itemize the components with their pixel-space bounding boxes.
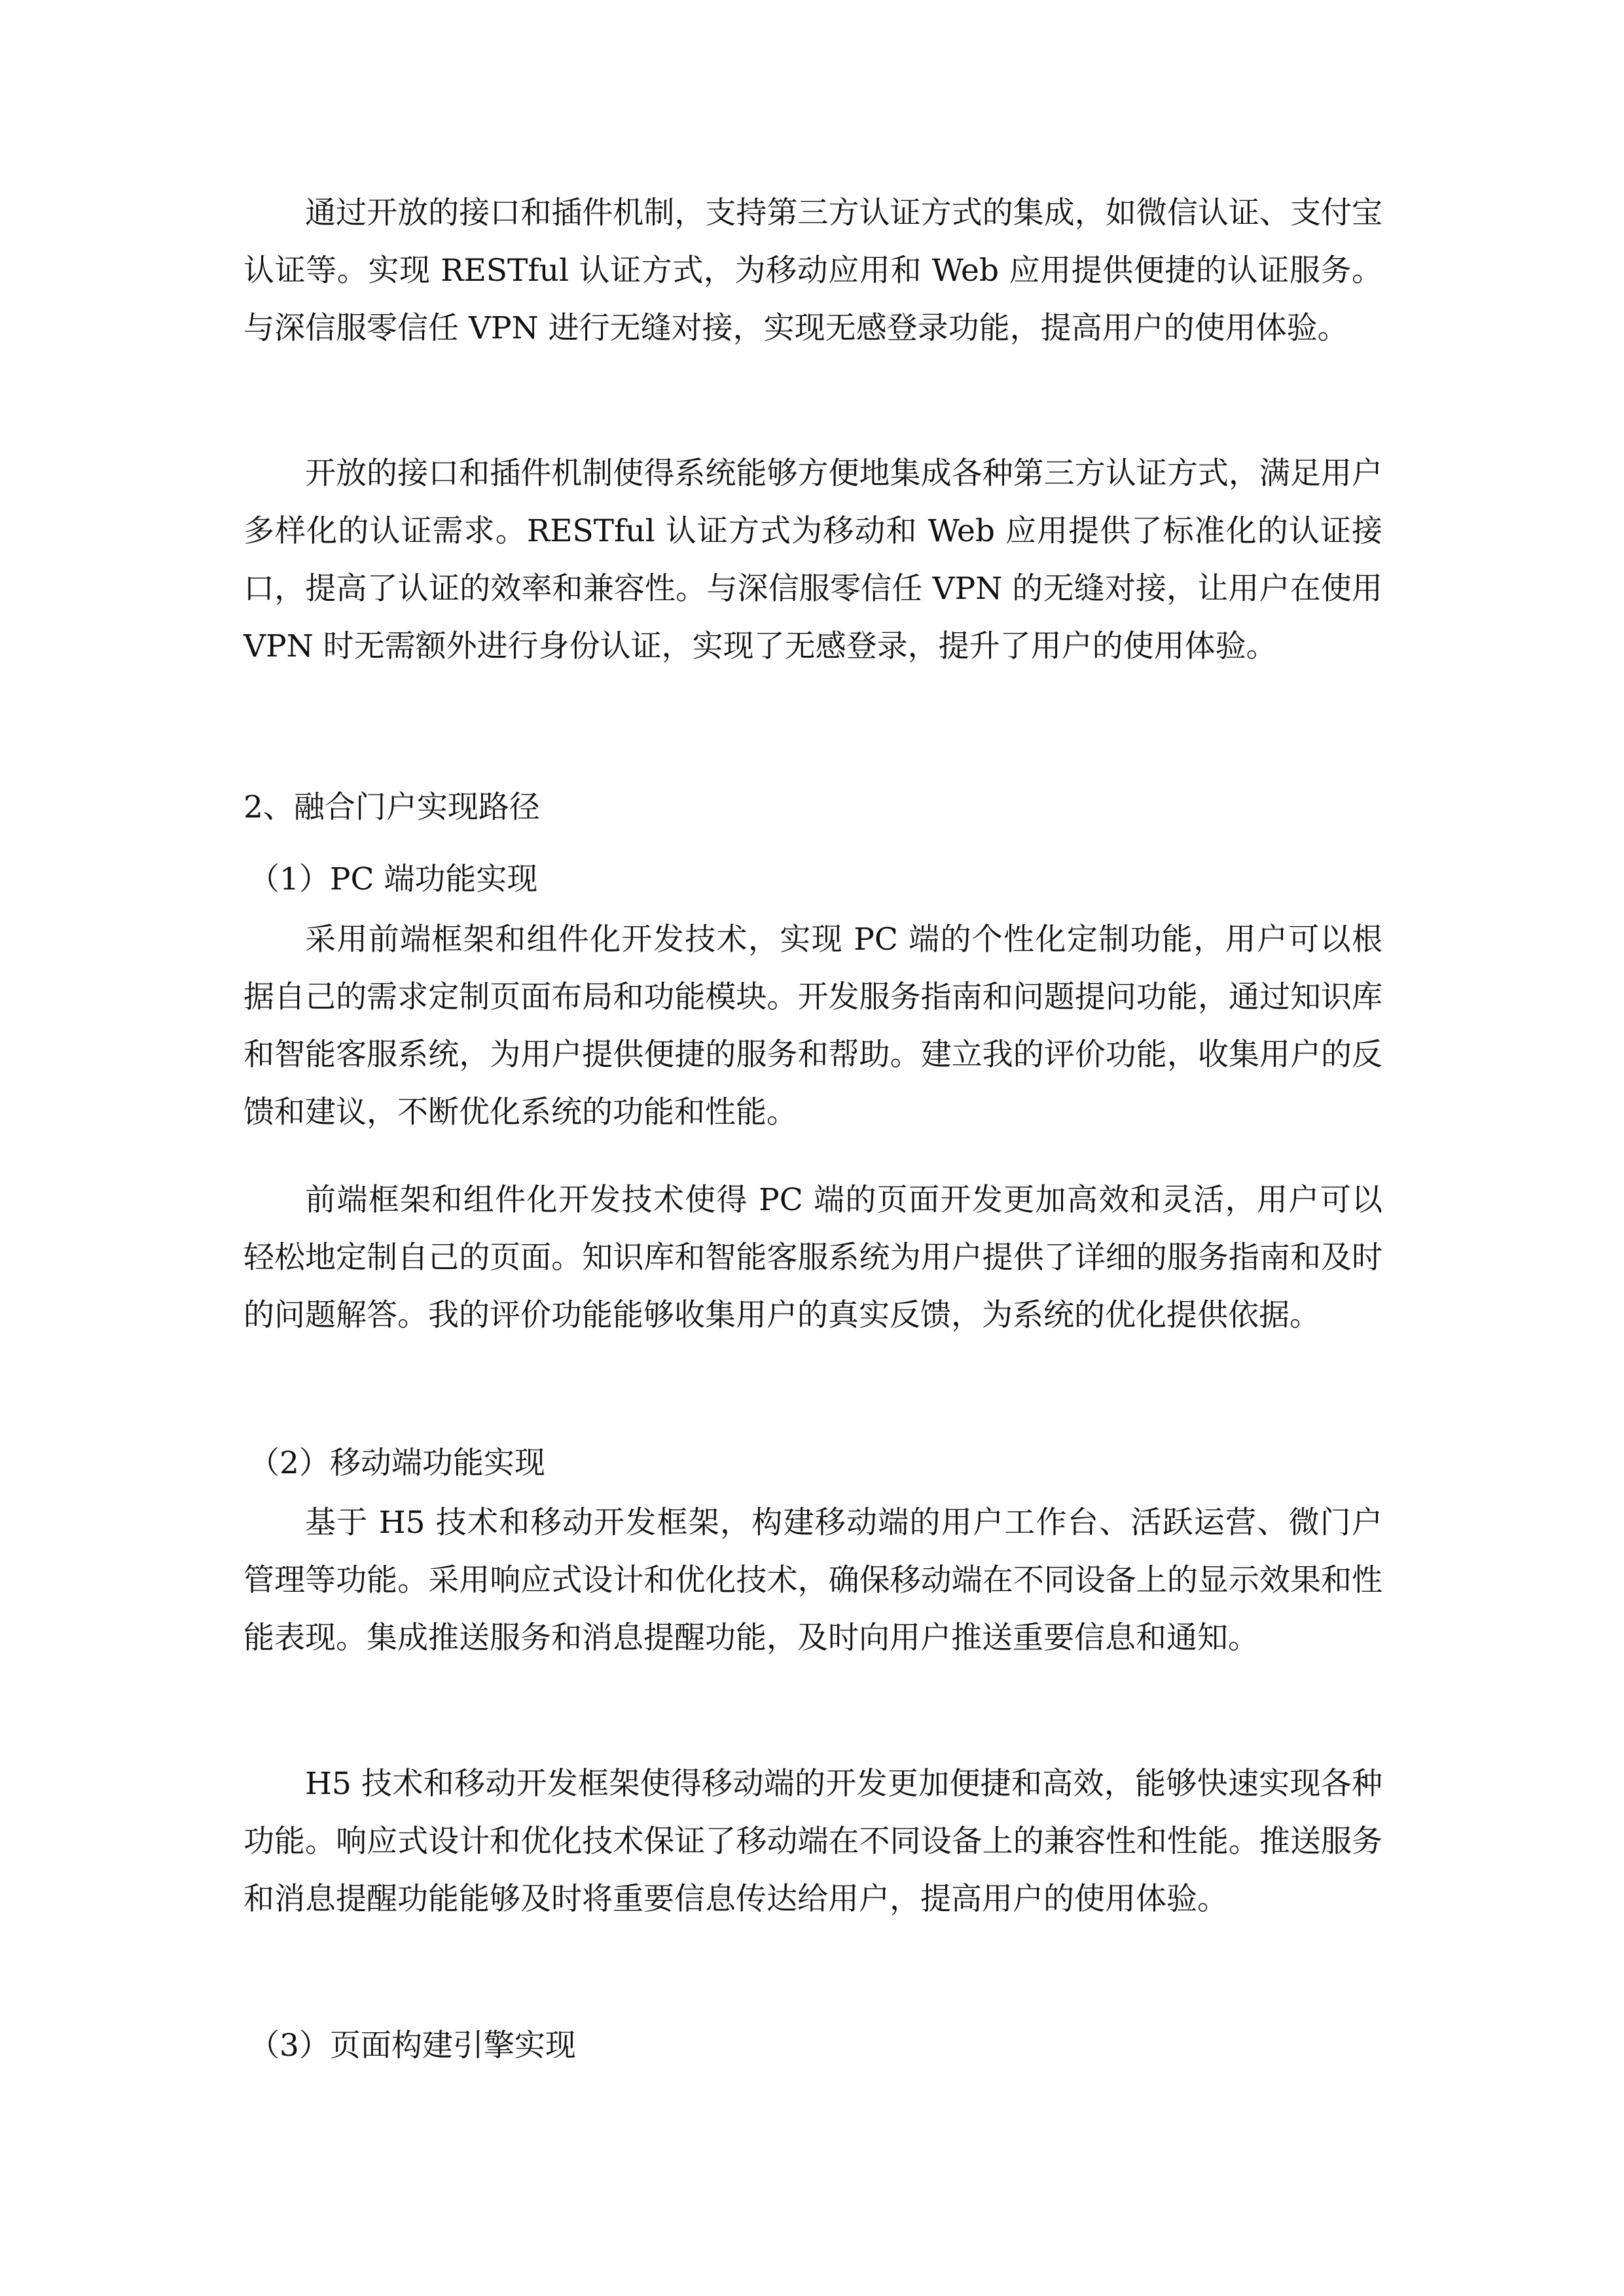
subsection-heading-mobile: （2）移动端功能实现 (249, 1445, 545, 1481)
paragraph-pc-implementation: 采用前端框架和组件化开发技术，实现 PC 端的个性化定制功能，用户可以根据自己的需求定制页面布局和功能模块。开发服务指南和问题提问功能，通过知识库和智能客服系统，为用户提供便捷的服务和帮助。建立我的评价功能，收集用户的反馈和建议，不断优化系统的功能和性能。 (244, 922, 1382, 1130)
paragraph-mobile-benefits: H5 技术和移动开发框架使得移动端的开发更加便捷和高效，能够快速实现各种功能。响应式设计和优化技术保证了移动端在不同设备上的兼容性和性能。推送服务和消息提醒功能能够及时将重要信息传达给用户，提高用户的使用体验。 (244, 1766, 1382, 1917)
section-heading-portal-path: 2、融合门户实现路径 (244, 789, 540, 825)
paragraph-third-party-auth: 通过开放的接口和插件机制，支持第三方认证方式的集成，如微信认证、支付宝认证等。实现 RESTful 认证方式，为移动应用和 Web 应用提供便捷的认证服务。与深信服零信任 VPN 进行无缝对接，实现无感登录功能，提高用户的使用体验。 (244, 195, 1382, 346)
subsection-heading-pc: （1）PC 端功能实现 (249, 861, 538, 897)
subsection-heading-page-engine: （3）页面构建引擎实现 (249, 2028, 576, 2064)
paragraph-pc-benefits: 前端框架和组件化开发技术使得 PC 端的页面开发更加高效和灵活，用户可以轻松地定制自己的页面。知识库和智能客服系统为用户提供了详细的服务指南和及时的问题解答。我的评价功能能够收集用户的真实反馈，为系统的优化提供依据。 (244, 1182, 1382, 1333)
paragraph-mobile-implementation: 基于 H5 技术和移动开发框架，构建移动端的用户工作台、活跃运营、微门户管理等功能。采用响应式设计和优化技术，确保移动端在不同设备上的显示效果和性能表现。集成推送服务和消息提醒功能，及时向用户推送重要信息和通知。 (244, 1505, 1382, 1656)
paragraph-auth-benefits: 开放的接口和插件机制使得系统能够方便地集成各种第三方认证方式，满足用户多样化的认证需求。RESTful 认证方式为移动和 Web 应用提供了标准化的认证接口，提高了认证的效率和兼容性。与深信服零信任 VPN 的无缝对接，让用户在使用 VPN 时无需额外进行身份认证，实现了无感登录，提升了用户的使用体验。 (244, 456, 1382, 664)
